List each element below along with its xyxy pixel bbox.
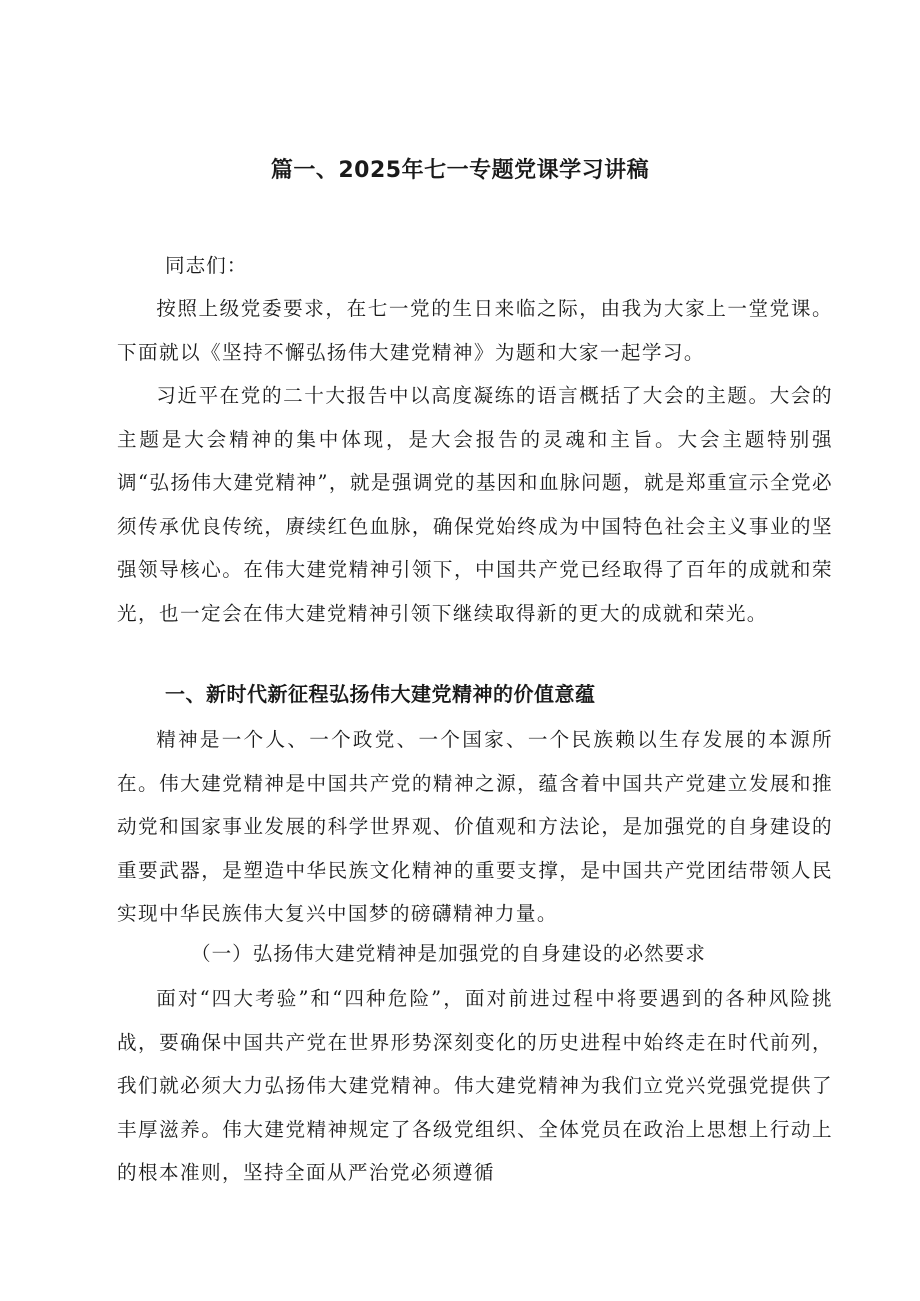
paragraph-spirit: 精神是一个人、一个政党、一个国家、一个民族赖以生存发展的本源所在。伟大建党精神是中国共产党的精神之源，蕴含着中国共产党建立发展和推动党和国家事业发展的科学世界观、价值观和方法论，是加强党的自身建设的重要武器，是塑造中华民族文化精神的重要支撑，是中国共产党团结带领人民实现中华民族伟大复兴中国梦的磅礴精神力量。	[117, 728, 833, 925]
paragraph-intro: 按照上级党委要求，在七一党的生日来临之际，由我为大家上一堂党课。下面就以《坚持不懈弘扬伟大建党精神》为题和大家一起学习。	[117, 297, 833, 364]
document-title: 篇一、2025年七一专题党课学习讲稿	[270, 158, 650, 183]
paragraphs-intro	[117, 287, 833, 635]
paragraph-theme: 习近平在党的二十大报告中以高度凝练的语言概括了大会的主题。大会的主题是大会精神的集中体现，是大会报告的灵魂和主旨。大会主题特别强调“弘扬伟大建党精神”，就是强调党的基因和血脉问题，就是郑重宣示全党必须传承优良传统，赓续红色血脉，确保党始终成为中国特色社会主义事业的坚强领导核心。在伟大建党精神引领下，中国共产党已经取得了百年的成就和荣光，也一定会在伟大建党精神引领下继续取得新的更大的成就和荣光。	[117, 384, 833, 625]
paragraph-challenges: 面对“四大考验”和“四种危险”，面对前进过程中将要遇到的各种风险挑战，要确保中国共产党在世界形势深刻变化的历史进程中始终走在时代前列，我们就必须大力弘扬伟大建党精神。伟大建党精神为我们立党兴党强党提供了丰厚滋养。伟大建党精神规定了各级党组织、全体党员在政治上思想上行动上的根本准则，坚持全面从严治党必须遵循	[117, 987, 833, 1184]
section-heading: 一、新时代新征程弘扬伟大建党精神的价值意蕴	[165, 682, 596, 706]
salutation: 同志们：	[165, 254, 248, 277]
paragraphs-subsection-1	[117, 977, 833, 1195]
paragraphs-section-1	[117, 718, 833, 936]
subsection-heading: （一）弘扬伟大建党精神是加强党的自身建设的必然要求	[191, 942, 706, 965]
